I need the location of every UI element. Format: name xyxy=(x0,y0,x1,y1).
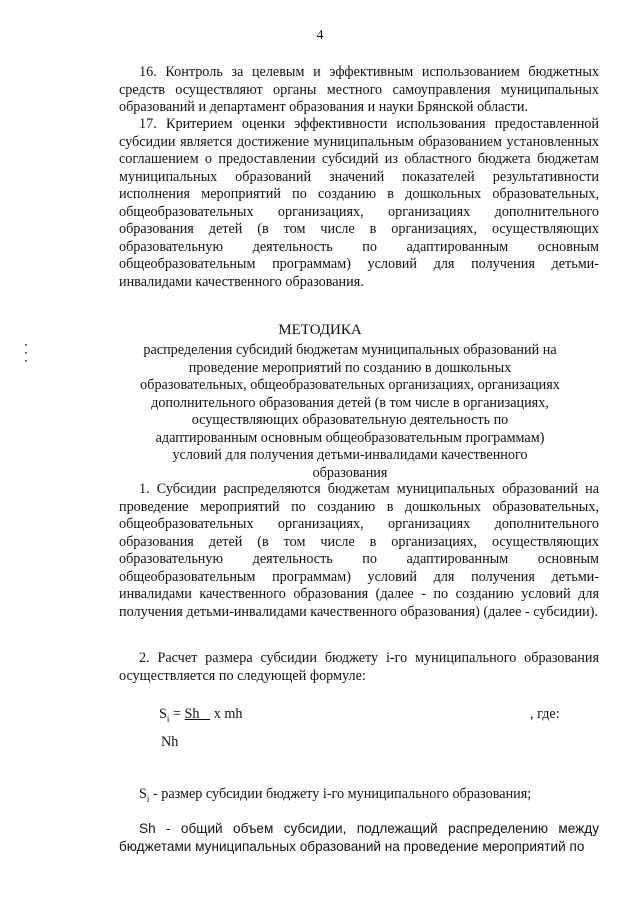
si-symbol: S xyxy=(139,786,147,802)
formula-line xyxy=(159,706,242,724)
definition-sh: Sh - общий объем субсидии, подлежащий распределению между бюджетами муниципальных образований на проведение мероприятий по xyxy=(119,821,599,854)
methodology-subtitle: распределения субсидий бюджетам муниципальных образований на проведение мероприятий по созданию в дошкольных образовательных, общеобразовательных организациях, организациях дополнительного образования детей (в том числе в организациях, осуществляющих образовательную деятельность по адаптированным основным общеобразовательным программам) условий для получения детьми-инвалидами качественного образования xyxy=(140,342,560,481)
si-sub: i xyxy=(146,793,150,804)
formula-multiplier: x mh xyxy=(210,706,243,722)
formula-equals: = xyxy=(169,706,185,722)
page-number: 4 xyxy=(316,28,324,43)
formula-where: , где: xyxy=(530,706,560,722)
si-text: - размер субсидии бюджету i-го муниципального образования; xyxy=(149,786,532,802)
paragraph-16: 16. Контроль за целевым и эффективным использованием бюджетных средств осуществляют органы местного самоуправления муниципальных образований и департамент образования и науки Брянской области. xyxy=(119,64,599,115)
paragraph-1: 1. Субсидии распределяются бюджетам муниципальных образований на проведение мероприятий по созданию в дошкольных образовательных, общеобразовательных организациях, организациях дополнительного образования детей (в том числе в организациях, осуществляющих образовательную деятельность по адаптированным основным общеобразовательным программам) условий для получения детьми-инвалидами качественного образования (далее - по созданию условий для получения детьми-инвалидами качественного образования) (далее - субсидии). xyxy=(119,481,599,620)
formula-lhs-sub: i xyxy=(166,713,170,724)
formula-numerator: Sh xyxy=(184,706,200,722)
definition-si xyxy=(119,786,599,808)
formula-denominator: Nh xyxy=(161,734,179,750)
methodology-title: МЕТОДИКА xyxy=(278,322,362,338)
paragraph-17: 17. Критерием оценки эффективности использования предоставленной субсидии является достижение муниципальным образованием установленных соглашением о предоставлении субсидий из областного бюджета бюджетам муниципальных образований значений показателей результативности исполнения мероприятий по созданию в дошкольных образовательных, общеобразовательных организациях, организациях дополнительного образования детей (в том числе в организациях, осуществляющих образовательную деятельность по адаптированным основным общеобразовательным программам) условий для получения детьми-инвалидами качественного образования. xyxy=(119,116,599,290)
paragraph-2: 2. Расчет размера субсидии бюджету i-го муниципального образования осуществляется по следующей формуле: xyxy=(119,650,599,684)
margin-marks xyxy=(25,338,31,368)
formula-lhs: S xyxy=(159,706,167,722)
